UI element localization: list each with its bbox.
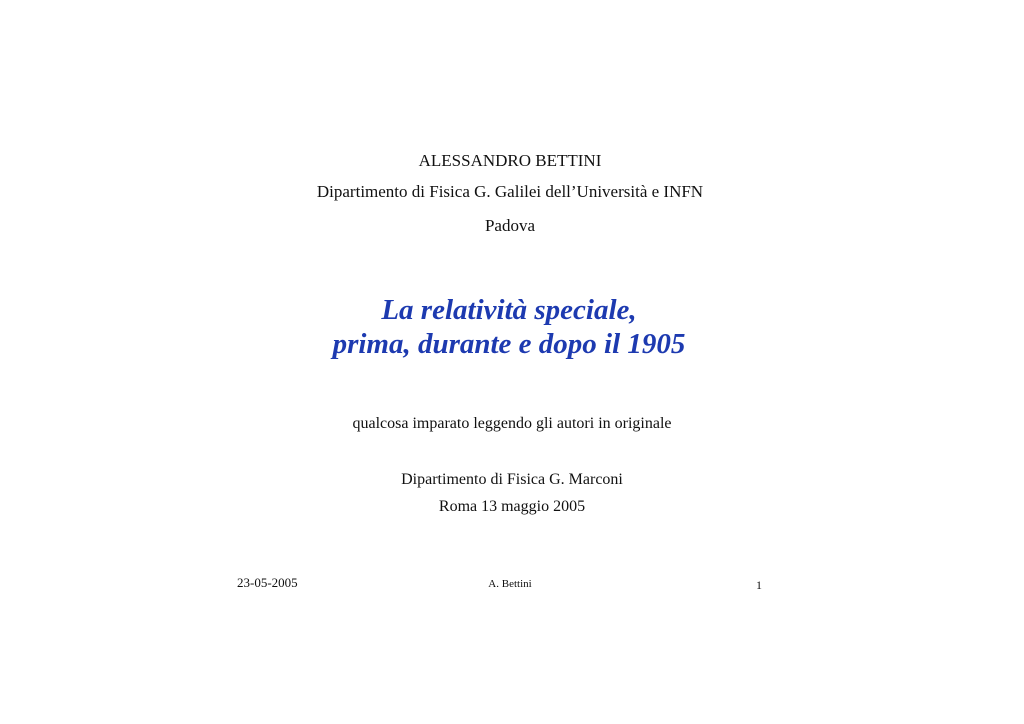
document-subtitle: qualcosa imparato leggendo gli autori in originale — [352, 415, 672, 432]
venue-department: Dipartimento di Fisica G. Marconi — [401, 471, 623, 488]
venue-place-date: Roma 13 maggio 2005 — [438, 498, 586, 515]
author-city: Padova — [484, 216, 536, 235]
document-title — [0, 293, 1018, 361]
author-affiliation: Dipartimento di Fisica G. Galilei dell’Università e INFN — [316, 182, 704, 201]
title-line-2: prima, durante e dopo il 1905 — [332, 328, 686, 360]
author-name: ALESSANDRO BETTINI — [418, 151, 602, 170]
title-line-1: La relatività speciale, — [381, 294, 637, 326]
footer-date: 23-05-2005 — [237, 575, 298, 590]
page-number: 1 — [756, 578, 762, 592]
footer-author: A. Bettini — [488, 578, 532, 590]
